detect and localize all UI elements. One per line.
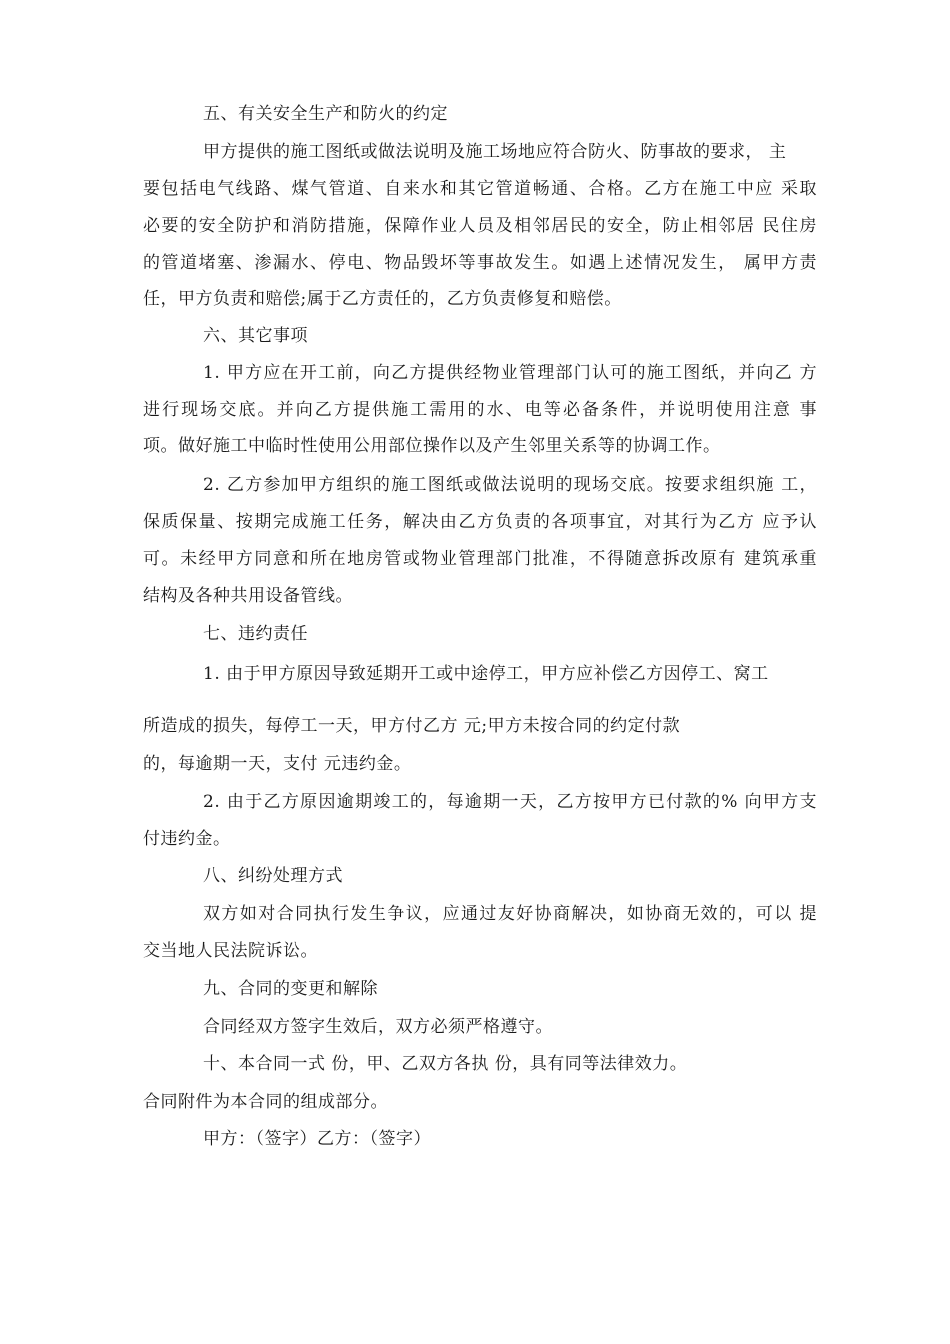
section5-paragraph-line: 的管道堵塞、渗漏水、停电、物品毁坏等事故发生。如遇上述情况发生， 属甲方责 xyxy=(143,253,817,273)
section6-item1-line: 1. 甲方应在开工前，向乙方提供经物业管理部门认可的施工图纸，并向乙 方 xyxy=(203,363,817,383)
section8-heading: 八、纠纷处理方式 xyxy=(203,866,343,886)
section6-item2-line: 保质保量、按期完成施工任务，解决由乙方负责的各项事宜，对其行为乙方 应予认 xyxy=(143,512,817,532)
section8-paragraph-line: 交当地人民法院诉讼。 xyxy=(143,941,318,961)
section9-paragraph: 合同经双方签字生效后，双方必须严格遵守。 xyxy=(203,1017,553,1037)
section8-paragraph-line: 双方如对合同执行发生争议，应通过友好协商解决，如协商无效的，可以 提 xyxy=(203,904,817,924)
section6-item2-line: 2. 乙方参加甲方组织的施工图纸或做法说明的现场交底。按要求组织施 工， xyxy=(203,475,817,495)
section5-paragraph-line: 任，甲方负责和赔偿;属于乙方责任的，乙方负责修复和赔偿。 xyxy=(143,289,622,309)
section7-item1-line: 1. 由于甲方原因导致延期开工或中途停工，甲方应补偿乙方因停工、窝工 xyxy=(203,664,769,684)
section7-item1-line: 的，每逾期一天，支付 元违约金。 xyxy=(143,754,412,774)
section7-item2-line: 2. 由于乙方原因逾期竣工的，每逾期一天，乙方按甲方已付款的% 向甲方支 xyxy=(203,792,817,812)
section6-item2-line: 结构及各种共用设备管线。 xyxy=(143,586,353,606)
section6-item1-line: 项。做好施工中临时性使用公用部位操作以及产生邻里关系等的协调工作。 xyxy=(143,436,721,456)
section6-heading: 六、其它事项 xyxy=(203,326,308,346)
section7-item1-line: 所造成的损失，每停工一天，甲方付乙方 元;甲方未按合同的约定付款 xyxy=(143,716,681,736)
section5-paragraph-line: 甲方提供的施工图纸或做法说明及施工场地应符合防火、防事故的要求， 主 xyxy=(203,142,787,162)
section5-heading: 五、有关安全生产和防火的约定 xyxy=(203,104,448,124)
section7-item2-line: 付违约金。 xyxy=(143,829,231,849)
section6-item2-line: 可。未经甲方同意和所在地房管或物业管理部门批准，不得随意拆改原有 建筑承重 xyxy=(143,549,817,569)
section7-heading: 七、违约责任 xyxy=(203,624,308,644)
signature-line: 甲方：（签字）乙方：（签字） xyxy=(203,1129,431,1149)
section9-heading: 九、合同的变更和解除 xyxy=(203,979,378,999)
section5-paragraph-line: 要包括电气线路、煤气管道、自来水和其它管道畅通、合格。乙方在施工中应 采取 xyxy=(143,179,817,199)
section10-line: 十、本合同一式 份，甲、乙双方各执 份，具有同等法律效力。 xyxy=(203,1054,688,1074)
section5-paragraph-line: 必要的安全防护和消防措施，保障作业人员及相邻居民的安全，防止相邻居 民住房 xyxy=(143,216,817,236)
section6-item1-line: 进行现场交底。并向乙方提供施工需用的水、电等必备条件，并说明使用注意 事 xyxy=(143,400,817,420)
section10-line: 合同附件为本合同的组成部分。 xyxy=(143,1092,388,1112)
